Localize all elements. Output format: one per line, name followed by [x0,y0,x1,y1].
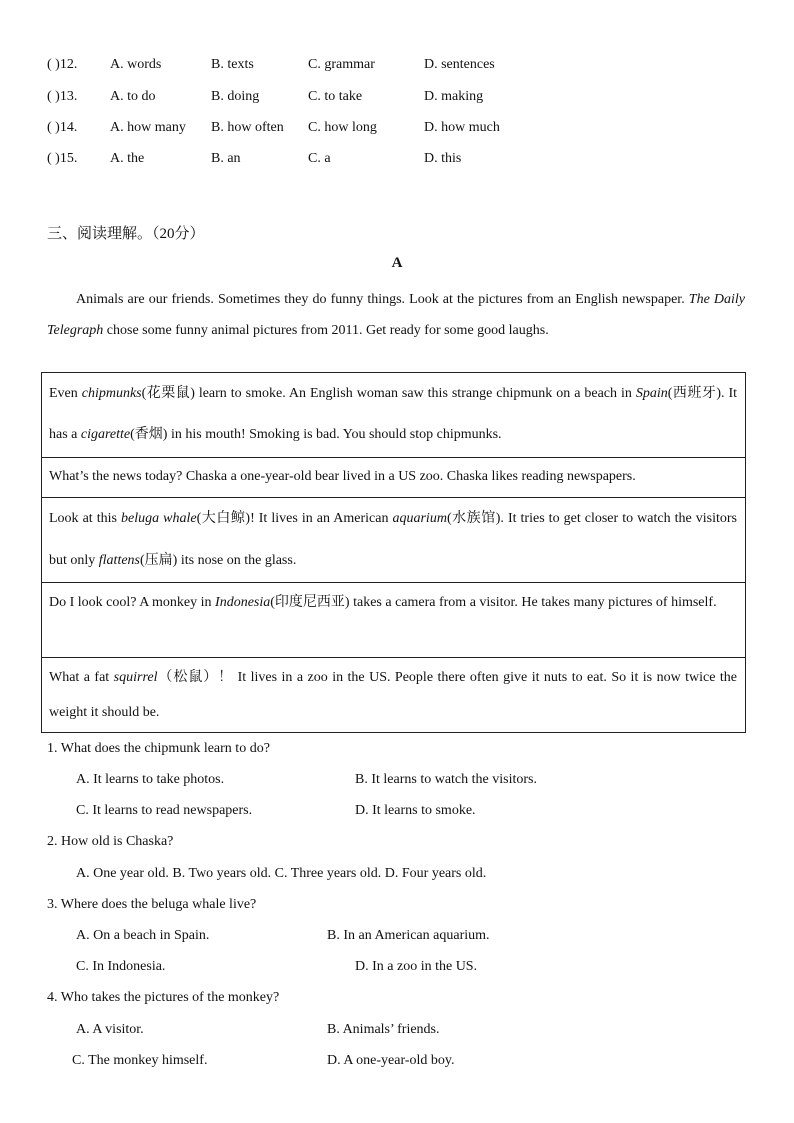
question-stem: 2. How old is Chaska? [47,834,174,849]
text: (压扁) its nose on the glass. [140,553,297,568]
term: chipmunks [81,386,142,401]
text: (水族馆). It tries to get closer to watch the visitors but only [49,511,737,568]
option-a: A. It learns to take photos. [76,772,225,787]
option-d: D. sentences [424,57,495,72]
text: Look at this [49,511,121,526]
text: (西班牙). It has a [49,386,738,442]
option-c: C. It learns to read newspapers. [76,803,253,818]
option-d: D. how much [424,120,500,135]
option-b: B. Animals’ friends. [327,1022,440,1037]
news-item-bear: What’s the news today? Chaska a one-year-old bear lived in a US zoo. Chaska likes reading newspapers. [42,457,745,497]
text: (大白鲸)! It lives in an American [196,511,393,526]
option-c: C. how long [308,120,377,135]
term: cigarette [80,427,131,442]
question-stem: 3. Where does the beluga whale live? [47,897,257,912]
option-b: B. an [211,151,241,166]
options-line: A. One year old. B. Two years old. C. Three years old. D. Four years old. [76,866,487,881]
text: (花栗鼠) learn to smoke. An English woman saw this strange chipmunk on a beach in [141,386,636,401]
option-c: C. a [308,151,331,166]
option-b: B. how often [211,120,284,135]
newspaper-name: The Daily Telegraph [47,292,745,338]
news-item-squirrel [42,657,745,732]
intro-text: chose some funny animal pictures from 2011. Get ready for some good laughs. [103,323,549,338]
intro-text: Animals are our friends. Sometimes they do funny things. Look at the pictures from an English newspaper. [76,292,689,307]
text: （松鼠）！ It lives in a zoo in the US. People there often give it nuts to eat. So it is now twice the weight it should be. [49,670,737,720]
term: flattens [98,553,141,568]
option-a: A. On a beach in Spain. [76,928,210,943]
option-d: D. In a zoo in the US. [355,959,478,974]
term: squirrel [113,670,158,685]
option-c: C. In Indonesia. [76,959,166,974]
term: Indonesia [215,595,271,610]
text: (印度尼西亚) takes a camera from a visitor. He takes many pictures of himself. [270,595,717,610]
news-item-chipmunk [42,373,745,457]
term: aquarium [392,511,447,526]
news-box [41,372,746,733]
question-stem: 1. What does the chipmunk learn to do? [47,741,270,756]
text: Even [49,386,82,401]
option-d: D. A one-year-old boy. [327,1053,455,1068]
option-d: D. making [424,89,484,104]
text: Do I look cool? A monkey in [49,595,216,610]
option-a: A. how many [110,120,186,135]
option-b: B. doing [211,89,260,104]
intro-paragraph [47,284,745,346]
section-title: 三、阅读理解。（20分） [47,226,205,242]
question-number: ( )14. [47,120,78,135]
option-d: D. this [424,151,462,166]
term: beluga whale [121,511,197,526]
news-item-whale [42,497,745,582]
option-d: D. It learns to smoke. [355,803,476,818]
option-b: B. In an American aquarium. [327,928,490,943]
question-number: ( )13. [47,89,78,104]
news-item-monkey [42,582,745,657]
option-b: B. It learns to watch the visitors. [355,772,537,787]
option-b: B. texts [211,57,254,72]
option-a: A. A visitor. [76,1022,144,1037]
option-c: C. to take [308,89,363,104]
passage-letter: A [391,255,403,271]
option-a: A. words [110,57,162,72]
option-a: A. to do [110,89,156,104]
option-c: C. grammar [308,57,375,72]
question-number: ( )15. [47,151,78,166]
term: Spain [635,386,668,401]
text: What a fat [49,670,114,685]
question-number: ( )12. [47,57,78,72]
text: (香烟) in his mouth! Smoking is bad. You should stop chipmunks. [130,427,502,442]
question-stem: 4. Who takes the pictures of the monkey? [47,990,280,1005]
option-a: A. the [110,151,145,166]
option-c: C. The monkey himself. [72,1053,208,1068]
